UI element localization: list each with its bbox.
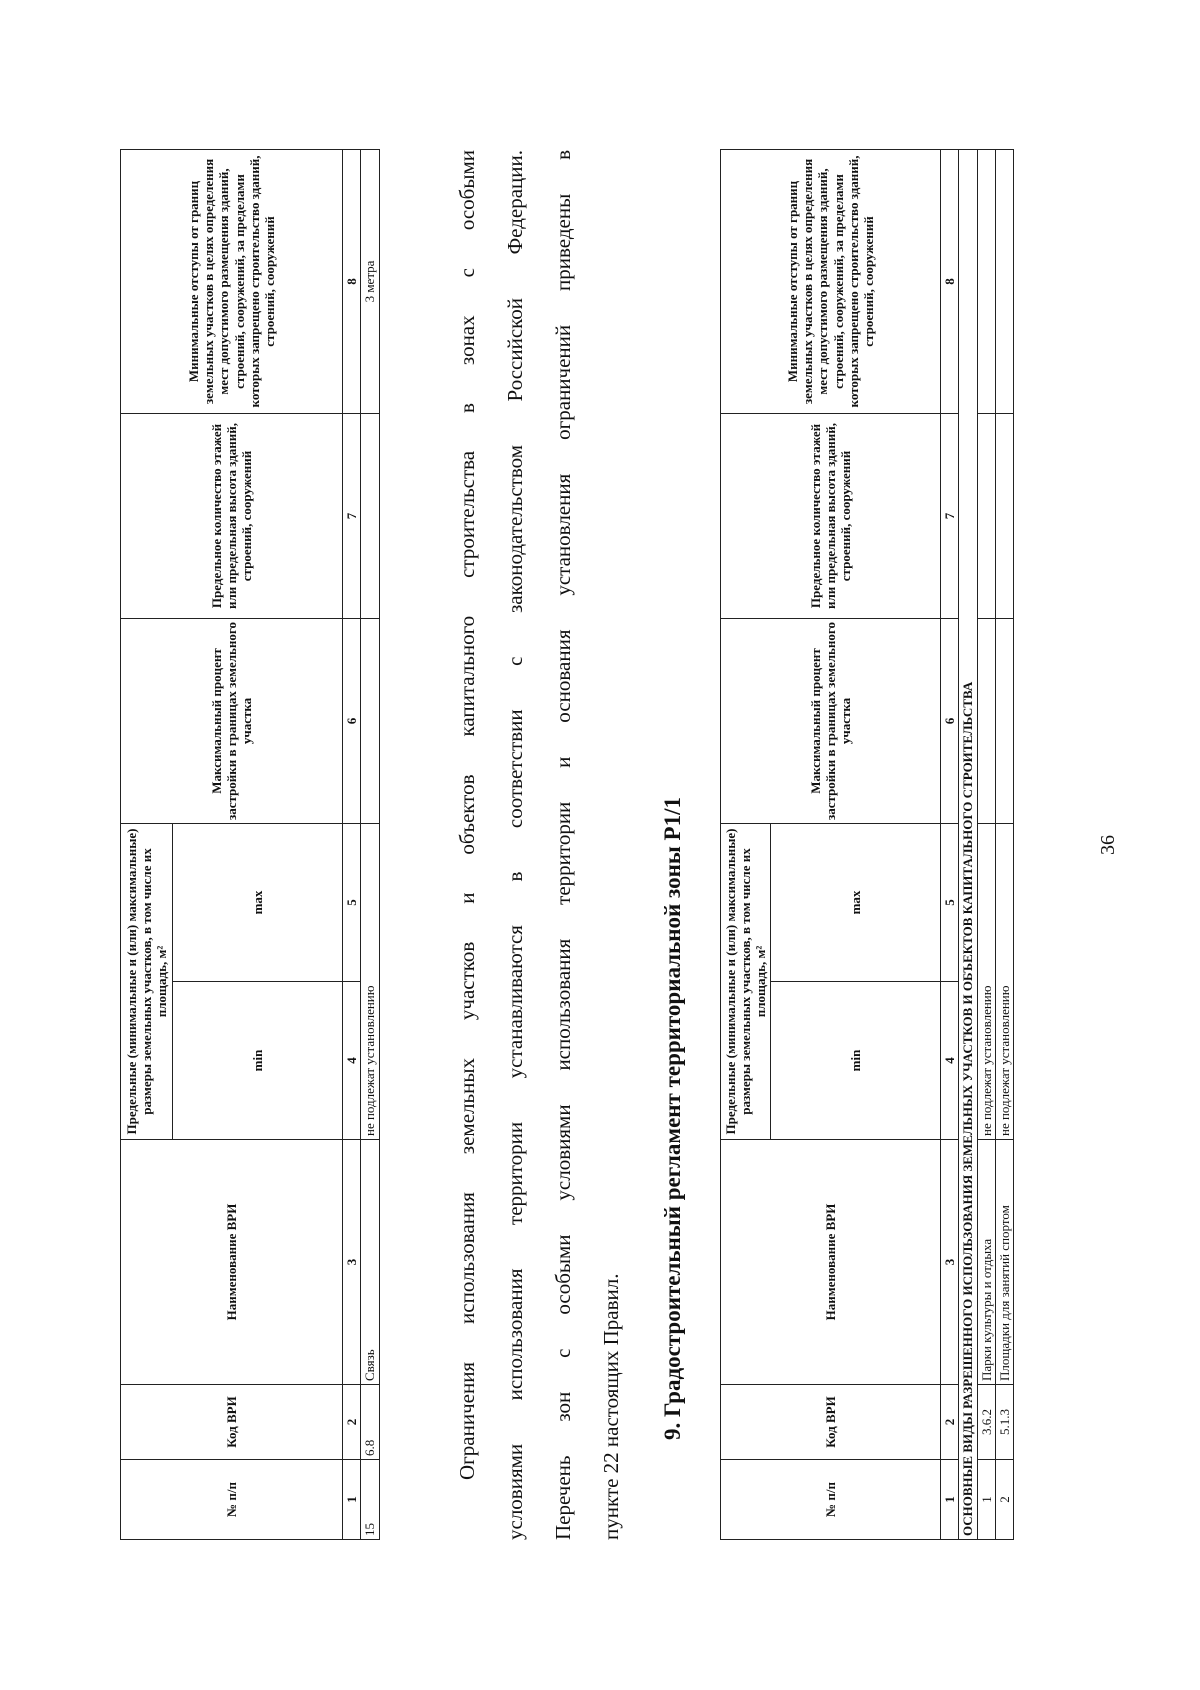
header-min: min: [173, 982, 343, 1140]
number-row: [343, 149, 361, 1539]
row-name: Парки культуры и отдыха: [977, 1140, 995, 1385]
table-row: [977, 149, 995, 1539]
col-number: 1: [941, 1460, 959, 1540]
row-setbacks: [995, 149, 1013, 413]
page-number: 36: [1097, 835, 1119, 855]
row-setbacks: 3 метра: [361, 149, 379, 413]
header-code: Код ВРИ: [721, 1385, 941, 1460]
header-setbacks: Минимальные отступы от границ земельных участков в целях определения мест допустимого размещения зданий, строений, сооружений, за пределами которых запрещено строительство зданий, строений, сооружений: [721, 149, 941, 413]
col-number: 3: [343, 1140, 361, 1385]
row-no: 15: [361, 1460, 379, 1540]
paragraph-line: Перечень зон с особыми условиями использования территории и основания установления ограничений приведены в: [551, 150, 575, 1540]
header-code: Код ВРИ: [121, 1385, 343, 1460]
row-name: Связь: [361, 1140, 379, 1385]
header-no: № п/п: [721, 1460, 941, 1540]
row-percent: [977, 618, 995, 823]
paragraph-line: пункте 22 настоящих Правил.: [599, 1273, 623, 1540]
header-setbacks: Минимальные отступы от границ земельных участков в целях определения мест допустимого размещения зданий, строений, сооружений, за пределами которых запрещено строительство зданий, строений, сооружений: [121, 149, 343, 413]
header-sizes: Предельные (минимальные и (или) максимальные) размеры земельных участков, в том числе их площадь, м²: [121, 823, 173, 1139]
col-number: 2: [941, 1385, 959, 1460]
restrictions-paragraph: [455, 150, 655, 1540]
col-number: 1: [343, 1460, 361, 1540]
col-number: 5: [343, 823, 361, 981]
row-code: 3.6.2: [977, 1385, 995, 1460]
col-number: 7: [941, 413, 959, 618]
table-1: [120, 149, 380, 1540]
table-2: [720, 149, 1014, 1540]
row-code: 5.1.3: [995, 1385, 1013, 1460]
row-no: 2: [995, 1460, 1013, 1540]
col-number: 8: [941, 149, 959, 413]
row-sizes: не подлежат установлению: [977, 823, 995, 1139]
row-no: 1: [977, 1460, 995, 1540]
row-percent: [995, 618, 1013, 823]
header-floors: Предельное количество этажей или предельная высота зданий, строений, сооружений: [721, 413, 941, 618]
header-min: min: [771, 982, 941, 1140]
row-sizes: не подлежат установлению: [995, 823, 1013, 1139]
table-row: [361, 149, 379, 1539]
header-max: max: [771, 823, 941, 981]
number-row: [941, 149, 959, 1539]
row-setbacks: [977, 149, 995, 413]
row-floors: [977, 413, 995, 618]
col-number: 7: [343, 413, 361, 618]
section-row: [959, 149, 977, 1539]
header-name: Наименование ВРИ: [721, 1140, 941, 1385]
row-sizes: не подлежат установлению: [361, 823, 379, 1139]
header-no: № п/п: [121, 1460, 343, 1540]
header-percent: Максимальный процент застройки в границах земельного участка: [721, 618, 941, 823]
header-name: Наименование ВРИ: [121, 1140, 343, 1385]
row-name: Площадки для занятий спортом: [995, 1140, 1013, 1385]
col-number: 2: [343, 1385, 361, 1460]
header-sizes: Предельные (минимальные и (или) максимальные) размеры земельных участков, в том числе их площадь, м²: [721, 823, 771, 1139]
header-max: max: [173, 823, 343, 981]
row-percent: [361, 618, 379, 823]
col-number: 5: [941, 823, 959, 981]
col-number: 8: [343, 149, 361, 413]
col-number: 6: [343, 618, 361, 823]
col-number: 6: [941, 618, 959, 823]
header-floors: Предельное количество этажей или предельная высота зданий, строений, сооружений: [121, 413, 343, 618]
paragraph-line: Ограничения использования земельных участков и объектов капитального строительства в зонах с особыми: [455, 150, 479, 1480]
section-heading: 9. Градостроительный регламент территориальной зоны Р1/1: [660, 797, 685, 1440]
table-row: [995, 149, 1013, 1539]
row-floors: [995, 413, 1013, 618]
col-number: 3: [941, 1140, 959, 1385]
paragraph-line: условиями использования территории устанавливаются в соответствии с законодательством Российской Федерации.: [503, 150, 527, 1540]
header-percent: Максимальный процент застройки в границах земельного участка: [121, 618, 343, 823]
row-code: 6.8: [361, 1385, 379, 1460]
col-number: 4: [343, 982, 361, 1140]
col-number: 4: [941, 982, 959, 1140]
section-title: ОСНОВНЫЕ ВИДЫ РАЗРЕШЕННОГО ИСПОЛЬЗОВАНИЯ ЗЕМЕЛЬНЫХ УЧАСТКОВ И ОБЪЕКТОВ КАПИТАЛЬНОГО СТРОИТЕЛЬСТВА: [959, 149, 977, 1539]
row-floors: [361, 413, 379, 618]
